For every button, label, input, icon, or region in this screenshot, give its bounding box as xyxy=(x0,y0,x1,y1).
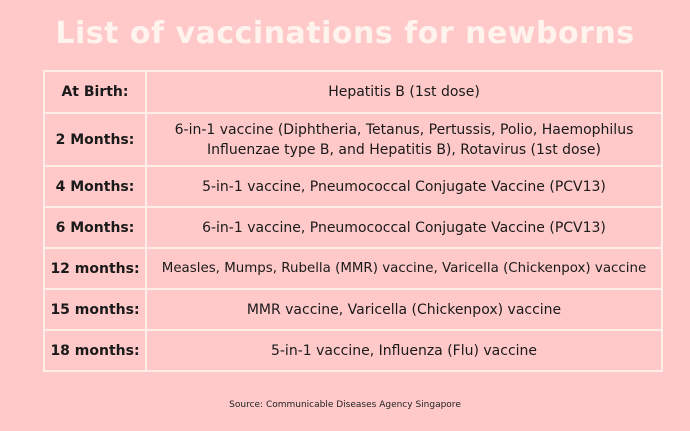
age-cell: 15 months: xyxy=(44,289,146,330)
page-title: List of vaccinations for newborns xyxy=(55,16,635,51)
age-cell: 6 Months: xyxy=(44,207,146,248)
vaccines-cell: 6-in-1 vaccine (Diphtheria, Tetanus, Pertussis, Polio, Haemophilus Influenzae type B, and Hepatitis B), Rotavirus (1st dose) xyxy=(146,113,662,166)
vaccines-cell: MMR vaccine, Varicella (Chickenpox) vaccine xyxy=(146,289,662,330)
vaccination-table xyxy=(43,70,663,372)
table-row xyxy=(44,289,662,330)
table-row xyxy=(44,113,662,166)
age-cell: 4 Months: xyxy=(44,166,146,207)
vaccines-cell: Hepatitis B (1st dose) xyxy=(146,71,662,113)
vaccines-cell: 6-in-1 vaccine, Pneumococcal Conjugate Vaccine (PCV13) xyxy=(146,207,662,248)
table-row xyxy=(44,330,662,371)
vaccines-cell: 5-in-1 vaccine, Influenza (Flu) vaccine xyxy=(146,330,662,371)
age-cell: 18 months: xyxy=(44,330,146,371)
table-row xyxy=(44,71,662,113)
vaccines-cell: 5-in-1 vaccine, Pneumococcal Conjugate Vaccine (PCV13) xyxy=(146,166,662,207)
age-cell: At Birth: xyxy=(44,71,146,113)
source-caption: Source: Communicable Diseases Agency Singapore xyxy=(229,400,461,410)
vaccination-table-container xyxy=(43,70,663,372)
table-row xyxy=(44,166,662,207)
age-cell: 2 Months: xyxy=(44,113,146,166)
vaccines-cell: Measles, Mumps, Rubella (MMR) vaccine, Varicella (Chickenpox) vaccine xyxy=(146,248,662,289)
age-cell: 12 months: xyxy=(44,248,146,289)
table-row xyxy=(44,207,662,248)
table-row xyxy=(44,248,662,289)
